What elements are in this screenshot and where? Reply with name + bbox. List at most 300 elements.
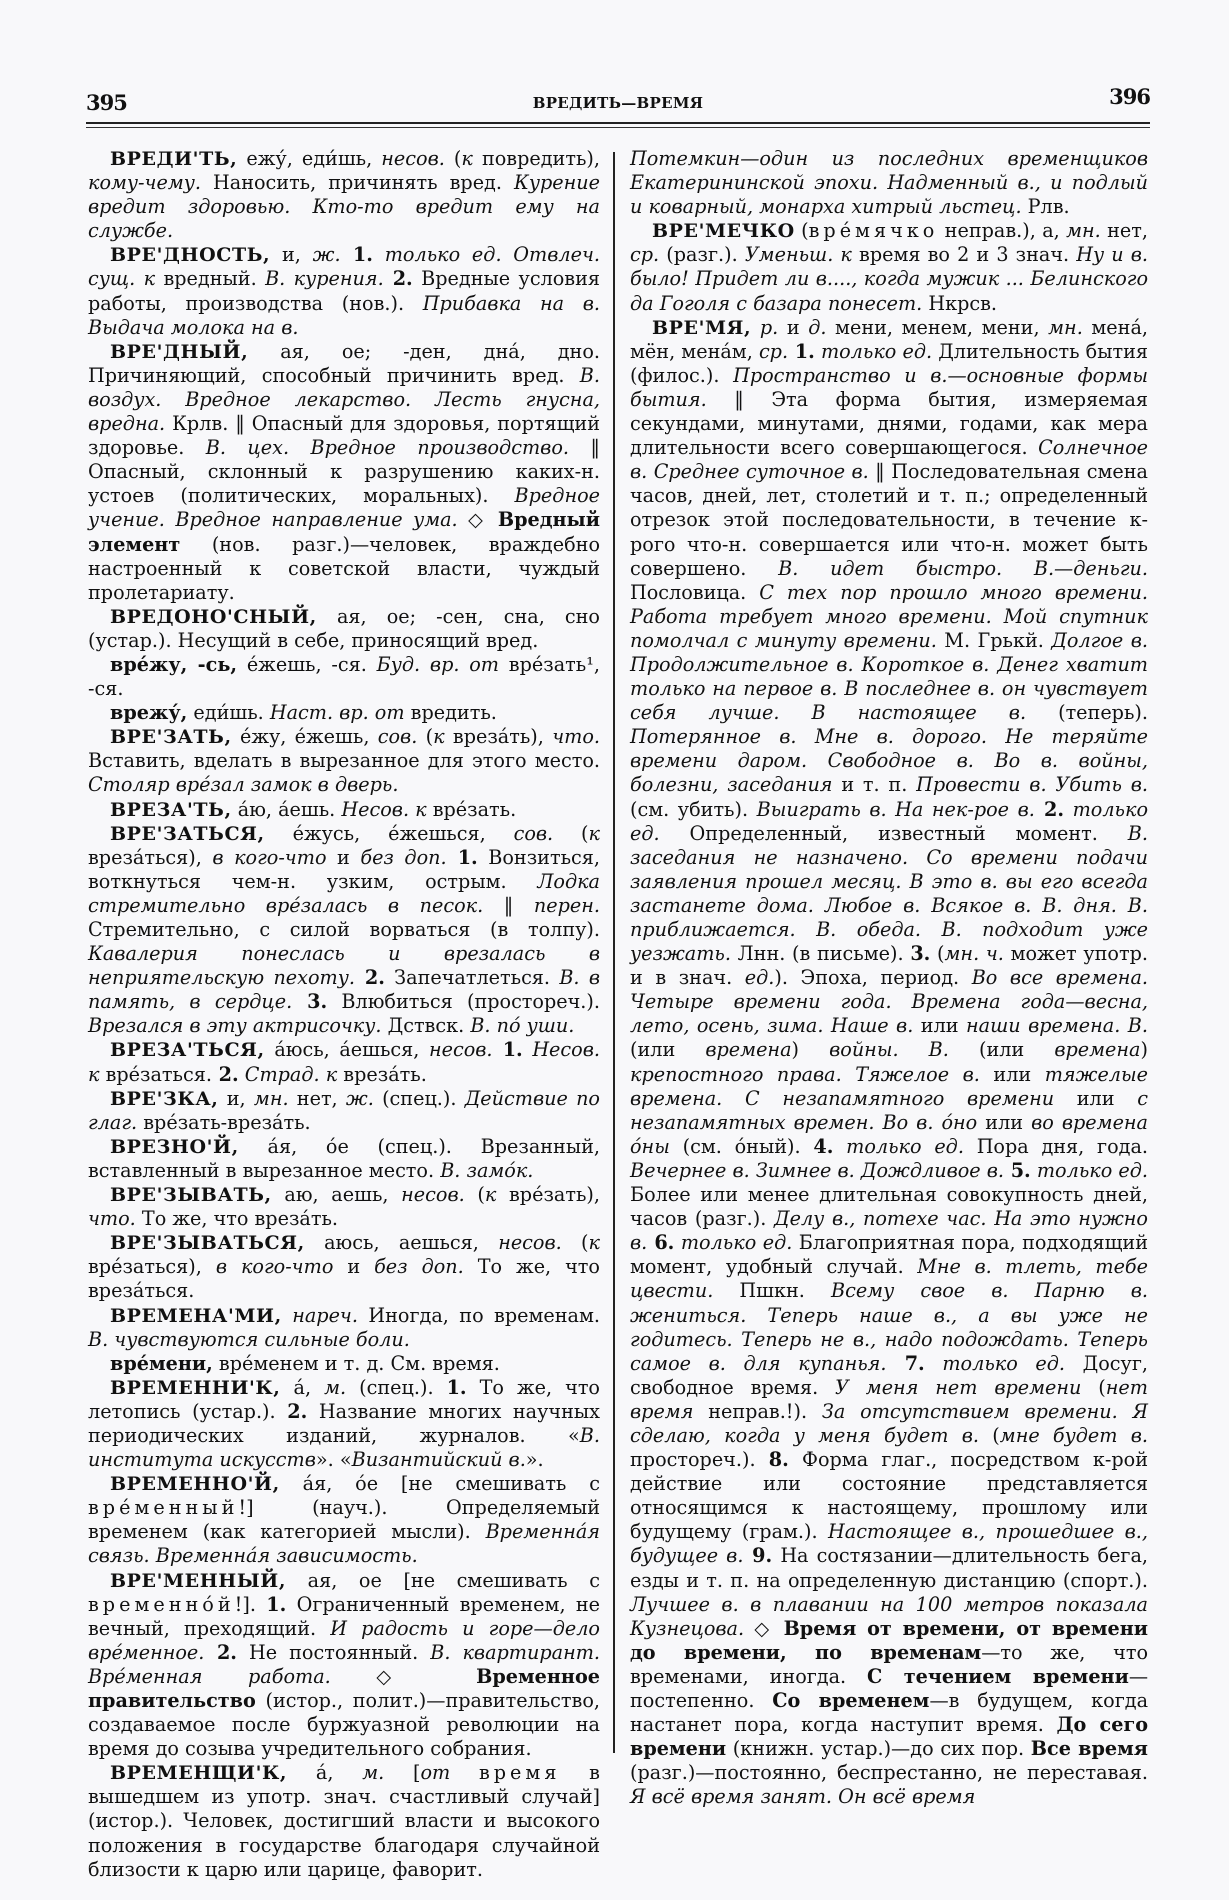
- italic-run: Провести в. Убить в.: [916, 773, 1149, 797]
- text-run: Благоприятная пора, подходящий момент, удобный случай.: [630, 1231, 1148, 1279]
- text-run: То же, что вреза́ться.: [88, 1255, 600, 1303]
- text-run: нет,: [1100, 219, 1148, 243]
- text-run: [282, 1304, 292, 1327]
- italic-run: В. курения.: [265, 267, 384, 291]
- text-run: —в будущем, когда настанет пора, когда наступит время.: [630, 1689, 1149, 1737]
- entry-headword: ВРЕ'ЗЫВАТЬ,: [110, 1184, 272, 1207]
- text-run: и,: [270, 243, 313, 267]
- italic-run: с незапамятных времен. Во в. о́но: [630, 1086, 1148, 1134]
- italic-run: Потемкин—один из последних временщиков Екатерининской эпохи. Надменный в., и подлый и коварный, монарха хитрый льстец.: [630, 147, 1148, 219]
- dictionary-entry: [88, 1472, 600, 1568]
- bold-run: 5.: [1004, 1158, 1031, 1182]
- text-run: ): [1140, 1038, 1148, 1062]
- italic-run: Долгое в. Продолжительное в. Короткое в. Денег хватит только на первое в. В последнее в. он чувствует себя лучше. В настоящее в.: [630, 628, 1148, 725]
- italic-run: р.: [759, 315, 779, 339]
- text-run: Не постоянный.: [237, 1640, 431, 1664]
- text-run: неправ.!).: [693, 1399, 822, 1423]
- bold-run: Временное правительство: [88, 1664, 600, 1712]
- italic-run: Столяр вре́зал замок в дверь.: [88, 773, 399, 797]
- italic-run: Делу в., потехе час. На это нужно в.: [630, 1207, 1148, 1255]
- text-run: время во 2 и 3 знач.: [851, 243, 1077, 267]
- italic-run: несов.: [498, 1231, 562, 1255]
- italic-run: кому-чему.: [88, 171, 201, 195]
- text-run: может употр. и в знач.: [630, 942, 1148, 990]
- dictionary-entry: [88, 1304, 600, 1352]
- dictionary-entry: [88, 701, 600, 725]
- italic-run: В. замо́к.: [440, 1158, 534, 1182]
- text-run: (см. о́ный).: [669, 1134, 814, 1158]
- italic-run: Несов. к: [88, 1038, 600, 1086]
- text-run: Ограниченный временем, не вечный, преходящий.: [88, 1592, 600, 1640]
- text-run: или: [979, 1062, 1045, 1086]
- italic-run: к: [461, 147, 473, 170]
- italic-run: только ед. Отвлеч. сущ.: [88, 243, 601, 291]
- italic-run: м.: [324, 1375, 347, 1399]
- spaced-run: время: [478, 1761, 561, 1785]
- italic-run: В. заседания не назначено. Со времени подачи заявления прошел месяц. В это в. вы его всегда застанете дома. Любое в. Всякое в. В. дня. В. приближается. В. обеда. В. подходит уже уезжать.: [630, 821, 1148, 966]
- text-run: Иногда, по временам.: [357, 1303, 600, 1327]
- bold-run: 4.: [813, 1134, 834, 1158]
- italic-run: времена: [705, 1038, 792, 1062]
- entry-headword: ВРЕ'МЕННЫЙ,: [110, 1569, 287, 1592]
- text-run: Влюбиться (простореч.).: [327, 990, 600, 1014]
- text-run: На состязании—длительность бега, езды и т. п. на определенную дистанцию (спорт.).: [630, 1544, 1149, 1592]
- italic-run: ж.: [312, 243, 341, 267]
- bold-run: 9.: [743, 1544, 773, 1568]
- italic-run: В. воздух. Вредное лекарство. Лесть гнусна, вредна.: [88, 363, 600, 436]
- bold-run: 2.: [354, 966, 385, 990]
- text-run: То же, что вреза́ть.: [135, 1207, 339, 1231]
- text-run: Запечатлеться.: [384, 966, 560, 990]
- dictionary-entry: [88, 822, 600, 1039]
- text-run: Более или менее длительная совокупность дней, часов (разг.).: [630, 1183, 1148, 1231]
- text-run: Вредные условия работы, производства (нов.).: [88, 267, 600, 315]
- text-run: (спец.).: [346, 1375, 447, 1399]
- entry-headword: ВРЕМЕНА'МИ,: [110, 1304, 282, 1327]
- page-number-left: 395: [86, 90, 127, 115]
- text-run: ‖: [483, 893, 534, 917]
- bold-run: Время от времени, от времени до времени, по временам: [630, 1616, 1148, 1664]
- text-run: аю, аешь,: [271, 1183, 402, 1207]
- italic-run: Временна́я связь. Временна́я зависимость.: [88, 1520, 600, 1568]
- text-run: е́жу, е́жешь,: [231, 725, 378, 749]
- italic-run: Наст. вр. от: [269, 701, 405, 725]
- text-run: (истор., полит.)—правительство, создаваемое после буржуазной революции на время до созыва учредительного собрания.: [88, 1689, 600, 1761]
- text-run: еди́шь.: [187, 701, 270, 725]
- bold-run: 7.: [886, 1351, 925, 1375]
- text-run: вре́зать.: [426, 797, 517, 821]
- bold-run: 1.: [266, 1592, 287, 1616]
- text-run: (или: [630, 1038, 706, 1062]
- text-run: а́я, о́е [не смешивать с: [279, 1472, 600, 1496]
- text-run: (спец.).: [373, 1086, 465, 1110]
- text-run: Досуг, свободное время.: [630, 1351, 1148, 1399]
- entry-headword: ВРЕ'ЗАТЬ,: [110, 726, 232, 749]
- italic-run: В. идет быстро. В.—деньги.: [778, 556, 1148, 580]
- text-run: а́ю, а́ешь.: [231, 797, 342, 821]
- text-run: а́,: [280, 1375, 325, 1399]
- text-run: вре́зать¹, -ся.: [88, 652, 600, 701]
- page-number-right: 396: [1109, 84, 1150, 109]
- italic-run: Мне в. тлеть, тебе цвести.: [630, 1255, 1148, 1303]
- text-run: ): [791, 1038, 830, 1062]
- text-run: [751, 316, 760, 339]
- italic-run: только ед.: [630, 797, 1148, 845]
- text-run: Вонзиться, воткнуться чем-н. узким, острым.: [88, 845, 600, 893]
- text-run: ‖ Эта форма бытия, измеряемая секундами, минутами, днями, годами, как мера длительности всего совершающегося.: [630, 387, 1148, 460]
- dictionary-entry: [88, 653, 600, 701]
- bold-run: 3.: [292, 990, 328, 1014]
- text-run: а́юсь, а́ешься,: [264, 1038, 429, 1062]
- italic-run: м.: [362, 1761, 385, 1785]
- italic-run: без доп.: [374, 1255, 464, 1279]
- entry-wordform: вре́мени,: [110, 1351, 213, 1375]
- text-run: ◇: [330, 1664, 477, 1688]
- entry-headword: ВРЕЗА'ТЬ,: [110, 798, 232, 821]
- text-run: [1064, 798, 1073, 821]
- text-run: [523, 1038, 533, 1061]
- bold-run: С течением времени: [867, 1664, 1129, 1688]
- italic-run: Курение вредит здоровью. Кто-то вредит ему на службе.: [88, 171, 600, 243]
- bold-run: Со временем: [772, 1689, 930, 1712]
- bold-run: 2.: [211, 1062, 239, 1086]
- text-run: ». «: [315, 1448, 352, 1472]
- text-run: (: [417, 725, 434, 749]
- italic-run: С тех пор прошло много времени. Работа требует много времени. Мой спутник помолчал с минуту времени.: [630, 580, 1148, 652]
- entry-headword: ВРЕДИ'ТЬ,: [110, 148, 238, 170]
- entry-wordform: врежу́,: [110, 701, 188, 725]
- text-run: ая, ое [не смешивать с: [286, 1568, 600, 1592]
- dictionary-entry: [88, 1569, 600, 1762]
- text-run: вредный.: [155, 267, 266, 291]
- italic-run: только ед.: [1036, 1158, 1148, 1182]
- italic-run: Во все времена. Четыре времени года. Времена года—весна, лето, осень, зима. Наше в.: [630, 966, 1148, 1038]
- italic-run: Солнечное в. Среднее суточное в.: [630, 436, 1148, 484]
- entry-headword: ВРЕДОНО'СНЫЙ,: [110, 605, 317, 628]
- text-run: (: [979, 1423, 1000, 1447]
- header-rule-thin: [86, 127, 1150, 128]
- italic-run: мн.: [1066, 219, 1101, 243]
- bold-run: 2.: [204, 1640, 237, 1664]
- text-run: ежу́, еди́шь,: [237, 147, 382, 170]
- text-run: вре́зать),: [496, 1183, 600, 1207]
- italic-run: в кого-что: [212, 845, 327, 869]
- italic-run: Уменьш. к: [744, 243, 852, 267]
- entry-headword: ВРЕ'МЕЧКО: [652, 220, 795, 243]
- text-run: [: [384, 1761, 421, 1785]
- text-run: вредить.: [404, 701, 497, 725]
- text-run: (: [444, 147, 462, 170]
- spaced-run: временно́й: [88, 1592, 235, 1616]
- italic-run: несов.: [428, 1038, 493, 1062]
- dictionary-entry: [88, 1761, 600, 1881]
- text-run: неправ.), а,: [938, 219, 1067, 243]
- dictionary-entry: [88, 243, 600, 339]
- italic-run: во времена о́ны: [630, 1110, 1149, 1158]
- text-run: Пора дня, года.: [963, 1134, 1148, 1158]
- italic-run: д.: [808, 315, 827, 339]
- text-run: вреза́ть),: [444, 725, 553, 749]
- text-run: Наносить, причинять вред.: [200, 171, 515, 195]
- italic-run: У меня нет времени: [835, 1375, 1082, 1399]
- italic-run: Я всё время занят. Он всё время: [630, 1785, 976, 1809]
- italic-run: нареч.: [292, 1303, 358, 1327]
- italic-run: В. в память, в сердце.: [88, 966, 601, 1014]
- text-run: ‖ Опасный, склонный к разрушению каких-н. устоев (политических, моральных).: [88, 436, 600, 508]
- italic-run: Ну и в. было! Придет ли в...., когда мужик ... Белинского да Гоголя с базара понесет.: [630, 243, 1149, 315]
- text-run: и,: [218, 1086, 254, 1110]
- italic-run: в кого-что: [215, 1255, 334, 1279]
- dictionary-entry: [88, 798, 600, 822]
- text-run: в вышедшем из употр. знач. счастливый случай] (истор.). Человек, достигший власти и высокого положения в государстве благодаря случайной близости к царю или царице, фаворит.: [88, 1761, 600, 1881]
- text-run: ◇: [744, 1616, 784, 1640]
- text-run: [373, 243, 385, 266]
- bold-run: 2.: [287, 1399, 308, 1423]
- page-header: [86, 84, 1150, 120]
- text-run: [450, 1761, 479, 1784]
- text-run: Пшкн.: [713, 1279, 831, 1303]
- text-run: Вставить, вделать в вырезанное для этого место.: [88, 749, 600, 773]
- text-run: ».: [525, 1448, 544, 1472]
- text-run: ). Эпоха, период.: [774, 966, 972, 990]
- text-run: (см. убить).: [630, 797, 757, 821]
- italic-run: ед.: [744, 966, 775, 990]
- italic-run: только ед.: [820, 339, 933, 363]
- text-run: вре́менем и т. д. См. время.: [212, 1351, 500, 1375]
- text-run: (: [930, 942, 945, 966]
- dictionary-entry: [88, 1376, 600, 1472]
- italic-run: что.: [552, 725, 600, 749]
- text-run: (: [553, 821, 589, 845]
- text-run: (книжн. устар.)—до сих пор.: [726, 1737, 1031, 1761]
- bold-run: 1.: [340, 243, 373, 267]
- dictionary-entry: [88, 1135, 600, 1183]
- italic-run: только ед.: [942, 1351, 1066, 1375]
- italic-run: Врезался в эту актрисочку.: [88, 1014, 382, 1038]
- text-run: Рлв.: [1021, 195, 1070, 219]
- text-run: ая, ое; -ден, дна́, дно. Причиняющий, способный причинить вред.: [88, 339, 600, 387]
- italic-run: В. цех. Вредное производство.: [205, 436, 569, 460]
- italic-run: Страд. к: [244, 1062, 338, 1086]
- dictionary-entry: [88, 1352, 600, 1376]
- entry-headword: ВРЕ'ЗЫВАТЬСЯ,: [110, 1232, 305, 1255]
- dictionary-entry: [630, 219, 1148, 315]
- italic-run: к: [588, 1231, 600, 1255]
- text-run: То же, что летопись (устар.).: [88, 1375, 600, 1423]
- italic-run: ж.: [345, 1086, 374, 1110]
- spaced-run: вре́менный: [88, 1496, 239, 1520]
- italic-run: к: [433, 725, 445, 749]
- text-run: (: [464, 1183, 485, 1207]
- text-run: вре́заться.: [99, 1062, 212, 1086]
- italic-run: только ед.: [680, 1231, 793, 1255]
- text-run: и т. п.: [832, 773, 917, 797]
- bold-run: 1.: [446, 845, 478, 869]
- text-run: и: [333, 1255, 375, 1279]
- italic-run: без доп.: [360, 845, 447, 869]
- text-run: повредить),: [472, 147, 600, 170]
- italic-run: Лучшее в. в плавании на 100 метров показала Кузнецова.: [630, 1592, 1148, 1640]
- text-run: !] (науч.). Определяемый временем (как категорией мысли).: [88, 1496, 600, 1544]
- entry-headword: ВРЕМЕННО'Й,: [110, 1473, 280, 1496]
- text-run: Дствск.: [381, 1014, 471, 1038]
- dictionary-entry: [88, 1183, 600, 1231]
- text-run: (нов. разг.)—человек, враждебно настроенный к советской власти, чуждый пролетариату.: [88, 532, 600, 604]
- bold-run: 1.: [492, 1038, 523, 1062]
- text-run: и: [778, 315, 809, 339]
- entry-headword: ВРЕ'ЗКА,: [110, 1087, 219, 1110]
- italic-run: к: [588, 821, 600, 845]
- dictionary-entry: [88, 1038, 600, 1086]
- text-run: (: [1081, 1375, 1106, 1399]
- dictionary-entry: [630, 147, 1148, 219]
- text-run: Определенный, известный момент.: [659, 821, 1128, 845]
- text-run: Пословица.: [630, 580, 760, 604]
- italic-run: ср.: [630, 243, 660, 267]
- text-run: (разг.)—постоянно, беспрестанно, не переставая.: [630, 1761, 1148, 1785]
- entry-headword: ВРЕМЕННИ'К,: [110, 1376, 281, 1399]
- text-run: ‖ Последовательная смена часов, дней, лет, столетий и т. п.; определенный отрезок этой последовательности, в течение к-рого что-н. совершается или что-н. может быть совершено.: [630, 460, 1148, 580]
- entry-headword: ВРЕ'ДНЫЙ,: [110, 340, 249, 363]
- italic-run: сов.: [377, 725, 418, 749]
- italic-run: к: [143, 267, 156, 291]
- italic-run: Всему свое в. Парню в. жениться. Теперь наше в., а вы уже не годитесь. Теперь не в., надо подождать. Теперь самое в. для купанья.: [630, 1279, 1148, 1375]
- italic-run: от: [420, 1761, 451, 1785]
- text-run: Название многих научных периодических изданий, журналов. «: [88, 1399, 600, 1447]
- italic-run: Вечернее в. Зимнее в. Дождливое в.: [630, 1158, 1005, 1182]
- text-run: !].: [234, 1592, 267, 1616]
- bold-run: 8.: [768, 1448, 789, 1472]
- text-run: ая, ое; -сен, сна, сно (устар.). Несущий в себе, приносящий вред.: [88, 604, 600, 652]
- column-divider: [613, 152, 615, 1753]
- italic-run: Буд. вр. от: [376, 652, 499, 676]
- text-run: Длительность бытия (филос.).: [630, 339, 1148, 387]
- text-run: Форма глаг., посредством к-рой действие или состояние представляется относящимся к настоящему, прошлому или будущему (грам.).: [630, 1448, 1148, 1544]
- italic-run: к: [484, 1183, 497, 1207]
- italic-run: Выиграть в. На нек-рое в.: [756, 797, 1035, 821]
- italic-run: мне будет в.: [999, 1423, 1149, 1447]
- italic-run: В. чувствуются сильные боли.: [88, 1327, 410, 1351]
- italic-run: ср.: [758, 339, 789, 363]
- running-head: ВРЕДИТЬ—ВРЕМЯ: [532, 94, 704, 112]
- text-run: (или: [948, 1038, 1055, 1062]
- text-run: [833, 1135, 846, 1158]
- italic-run: что.: [88, 1207, 136, 1231]
- entry-headword: ВРЕМЕНЩИ'К,: [110, 1762, 288, 1785]
- dictionary-entry: [88, 1231, 600, 1303]
- text-run: (: [794, 219, 809, 243]
- text-run: Крлв. ‖ Опасный для здоровья, портящий здоровье.: [88, 412, 600, 460]
- text-run: и: [326, 845, 361, 869]
- text-run: мена́, мён, мена́м,: [630, 315, 1148, 363]
- text-run: или: [1054, 1086, 1138, 1110]
- right-column: [630, 147, 1148, 1809]
- italic-run: Несов. к: [341, 797, 427, 821]
- text-run: е́жешь, -ся.: [237, 652, 377, 676]
- italic-run: перен.: [533, 893, 600, 917]
- bold-run: 2.: [383, 267, 413, 291]
- italic-run: Потерянное в. Мне в. дорого. Не теряйте времени даром. Свободное в. Во в. войны, болезни, заседания: [630, 725, 1148, 797]
- bold-run: Все время: [1030, 1737, 1148, 1761]
- italic-run: сов.: [513, 821, 554, 845]
- text-run: (разг.).: [659, 243, 745, 267]
- bold-run: 1.: [788, 339, 815, 363]
- italic-run: И радость и горе—дело вре́менное.: [88, 1616, 600, 1664]
- italic-run: несов.: [401, 1183, 465, 1207]
- italic-run: Настоящее в., прошедшее в., будущее в.: [630, 1520, 1148, 1568]
- entry-headword: ВРЕ'ЗАТЬСЯ,: [110, 822, 265, 845]
- text-run: (теперь).: [1026, 701, 1148, 725]
- italic-run: В. института искусств: [88, 1423, 600, 1472]
- text-run: Нкрсв.: [922, 291, 998, 315]
- text-run: —то же, что временами, иногда.: [630, 1640, 1148, 1688]
- italic-run: нет время: [630, 1375, 1148, 1423]
- bold-run: 1.: [446, 1375, 467, 1399]
- italic-run: только ед.: [846, 1134, 964, 1158]
- italic-run: крепостного права. Тяжелое в.: [630, 1062, 980, 1086]
- italic-run: Прибавка на в. Выдача молока на в.: [88, 291, 600, 339]
- italic-run: В. квартирант. Вре́менная работа.: [88, 1640, 601, 1688]
- text-run: вре́зать-вреза́ть.: [137, 1110, 311, 1134]
- italic-run: В. по́ уши.: [470, 1014, 575, 1038]
- italic-run: мн.: [253, 1086, 289, 1110]
- text-run: нет,: [288, 1086, 346, 1110]
- spaced-run: вре́мячко: [808, 219, 939, 243]
- text-run: е́жусь, е́жешься,: [264, 821, 514, 845]
- entry-headword: ВРЕЗНО'Й,: [110, 1135, 239, 1158]
- text-run: вре́заться),: [88, 1255, 216, 1279]
- text-run: вреза́ть.: [337, 1062, 427, 1086]
- italic-run: тяжелые времена. С незапамятного времени: [630, 1062, 1148, 1110]
- bold-run: Вредный элемент: [88, 508, 600, 556]
- italic-run: Пространство и в.—основные формы бытия.: [630, 363, 1148, 411]
- italic-run: За отсутствием времени. Я сделаю, когда у меня будет в.: [630, 1399, 1148, 1447]
- text-run: простореч.).: [630, 1448, 769, 1472]
- italic-run: несов.: [381, 147, 445, 170]
- left-column: [88, 147, 600, 1882]
- text-run: Лнн. (в письме).: [730, 942, 911, 966]
- dictionary-entry: [88, 1087, 600, 1135]
- header-rule-thick: [86, 122, 1150, 124]
- text-run: или: [977, 1110, 1032, 1134]
- italic-run: Кавалерия понеслась и врезалась в неприятельскую пехоту.: [88, 942, 600, 990]
- entry-headword: ВРЕ'ДНОСТЬ,: [110, 244, 271, 267]
- text-run: —постепенно.: [630, 1664, 1148, 1712]
- text-run: Стремительно, с силой ворваться (в толпу).: [88, 918, 600, 941]
- text-run: мени, менем, мени,: [826, 315, 1049, 339]
- italic-run: времена: [1054, 1038, 1141, 1062]
- italic-run: мн.: [1048, 315, 1083, 339]
- italic-run: Лодка стремительно вре́залась в песок.: [88, 869, 600, 917]
- text-run: вреза́ться),: [88, 845, 213, 869]
- bold-run: 2.: [1034, 797, 1065, 821]
- text-run: ◇: [457, 508, 498, 532]
- bold-run: 6.: [647, 1231, 675, 1255]
- italic-run: Действие по глаг.: [88, 1086, 600, 1134]
- text-run: М. Грькй.: [936, 628, 1052, 652]
- italic-run: Вредное учение. Вредное направление ума.: [88, 484, 600, 532]
- dictionary-entry: [88, 725, 600, 797]
- bold-run: 3.: [910, 942, 931, 966]
- italic-run: наши времена. В.: [966, 1014, 1148, 1038]
- text-run: [925, 1352, 943, 1375]
- dictionary-entry: [88, 340, 600, 605]
- dictionary-entry: [630, 316, 1148, 1810]
- entry-headword: ВРЕЗА'ТЬСЯ,: [110, 1039, 265, 1062]
- italic-run: Византийский в.: [351, 1448, 526, 1472]
- italic-run: мн. ч.: [944, 942, 1004, 966]
- text-run: а́,: [287, 1761, 363, 1785]
